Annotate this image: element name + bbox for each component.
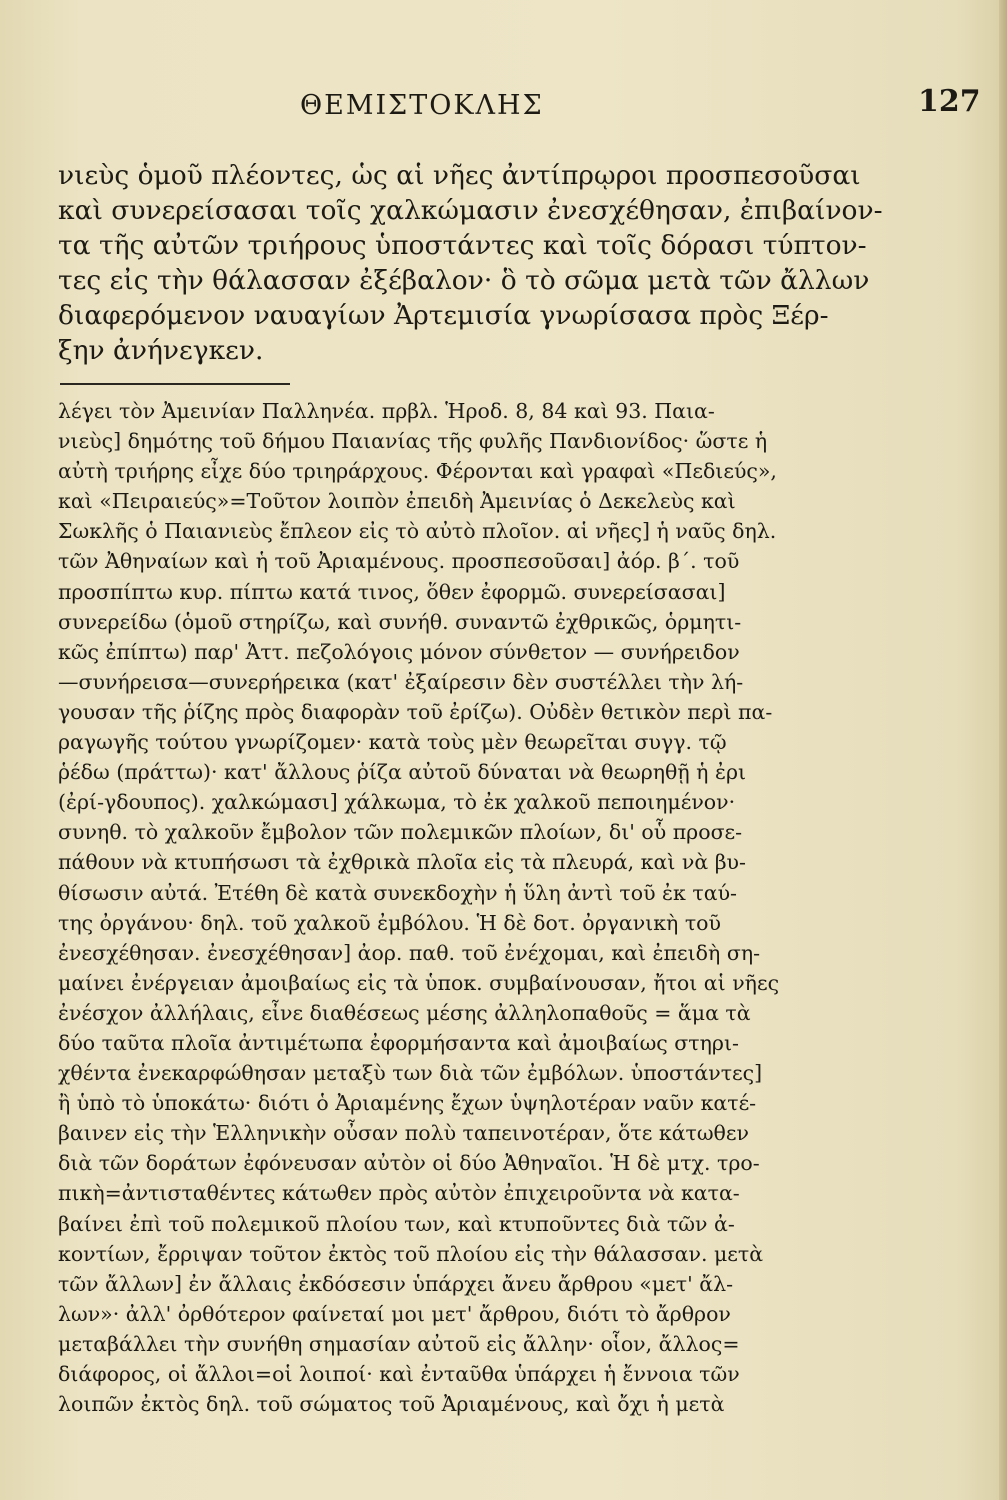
note-line: λέγει τὸν Ἀμεινίαν Παλληνέα. πρβλ. Ἡροδ. 8, 84 καὶ 93. Παια- <box>58 399 715 423</box>
note-line: συνηθ. τὸ χαλκοῦν ἔμβολον τῶν πολεμικῶν πλοίων, δι' οὗ προσε- <box>58 820 743 845</box>
commentary-notes <box>58 396 958 1449</box>
note-line: λων»· ἀλλ' ὀρθότερον φαίνεταί μοι μετ' ἄρθρου, διότι τὸ ἄρθρον <box>58 1301 731 1326</box>
note-line: —συνήρεισα—συνερήρεικα (κατ' ἐξαίρεσιν δὲν συστέλλει τὴν λή- <box>58 669 744 694</box>
main-text <box>58 158 958 368</box>
note-line: διάφορος, οἱ ἄλλοι=οἱ λοιποί· καὶ ἐνταῦθα ὑπάρχει ἡ ἔννοια τῶν <box>58 1362 740 1386</box>
note-line: ῥέδω (πράττω)· κατ' ἄλλους ῥίζα αὐτοῦ δύναται νὰ θεωρηθῇ ἡ ἐρι <box>58 760 747 785</box>
note-line: πάθουν νὰ κτυπήσωσι τὰ ἐχθρικὰ πλοῖα εἰς τὰ πλευρά, καὶ νὰ βυ- <box>58 850 746 875</box>
note-line: ἐνέσχον ἀλλήλαις, εἶνε διαθέσεως μέσης ἀλληλοπαθοῦς = ἅμα τὰ <box>58 1000 751 1025</box>
note-line: δύο ταῦτα πλοῖα ἀντιμέτωπα ἐφορμήσαντα καὶ ἀμοιβαίως στηρι- <box>58 1030 739 1055</box>
note-line: αὐτὴ τριήρης εἶχε δύο τριηράρχους. Φέρονται καὶ γραφαὶ «Πεδιεύς», <box>58 459 777 484</box>
note-line: ραγωγῆς τούτου γνωρίζομεν· κατὰ τοὺς μὲν θεωρεῖται συγγ. τῷ <box>58 730 727 755</box>
note-line: συνερείδω (ὁμοῦ στηρίζω, καὶ συνήθ. συναντῶ ἐχθρικῶς, ὁρμητι- <box>58 609 742 634</box>
note-line: κοντίων, ἔρριψαν τοῦτον ἐκτὸς τοῦ πλοίου εἰς τὴν θάλασσαν. μετὰ <box>58 1241 764 1266</box>
note-line: χθέντα ἐνεκαρφώθησαν μεταξὺ των διὰ τῶν ἐμβόλων. ὑποστάντες] <box>58 1061 763 1086</box>
note-line: γουσαν τῆς ῥίζης πρὸς διαφορὰν τοῦ ἐρίζω). Οὐδὲν θετικὸν περὶ πα- <box>58 699 773 724</box>
note-line: λοιπῶν ἐκτὸς δηλ. τοῦ σώματος τοῦ Ἀριαμένους, καὶ ὄχι ἡ μετὰ <box>58 1392 725 1417</box>
note-line: διὰ τῶν δοράτων ἐφόνευσαν αὐτὸν οἱ δύο Ἀθηναῖοι. Ἡ δὲ μτχ. τρο- <box>58 1151 760 1176</box>
main-text-line: διαφερόμενον ναυαγίων Ἀρτεμισία γνωρίσασα πρὸς Ξέρ- <box>58 300 829 331</box>
note-line: της ὀργάνου· δηλ. τοῦ χαλκοῦ ἐμβόλου. Ἡ δὲ δοτ. ὀργανικὴ τοῦ <box>58 910 721 935</box>
main-text-line: νιεὺς ὁμοῦ πλέοντες, ὡς αἱ νῆες ἀντίπρῳροι προσπεσοῦσαι <box>58 160 861 191</box>
note-line: θίσωσιν αὐτά. Ἐτέθη δὲ κατὰ συνεκδοχὴν ἡ ὕλη ἀντὶ τοῦ ἐκ ταύ- <box>58 880 737 905</box>
running-title: ΘΕΜΙΣΤΟΚΛΗΣ <box>300 90 544 121</box>
note-line: βαίνει ἐπὶ τοῦ πολεμικοῦ πλοίου των, καὶ κτυποῦντες διὰ τῶν ἀ- <box>58 1211 735 1236</box>
note-line: μεταβάλλει τὴν συνήθη σημασίαν αὐτοῦ εἰς ἄλλην· οἷον, ἄλλος= <box>58 1331 740 1356</box>
main-text-line: τες εἰς τὴν θάλασσαν ἐξέβαλον· ὃ τὸ σῶμα μετὰ τῶν ἄλλων <box>58 265 870 296</box>
main-text-line: καὶ συνερείσασαι τοῖς χαλκώμασιν ἐνεσχέθησαν, ἐπιβαίνον- <box>58 195 883 226</box>
main-text-line: τα τῆς αὐτῶν τριήρους ὑποστάντες καὶ τοῖς δόρασι τύπτον- <box>58 230 867 261</box>
note-line: τῶν ἄλλων] ἐν ἄλλαις ἐκδόσεσιν ὑπάρχει ἄνευ ἄρθρου «μετ' ἄλ- <box>58 1271 734 1296</box>
note-line: μαίνει ἐνέργειαν ἀμοιβαίως εἰς τὰ ὑποκ. συμβαίνουσαν, ἤτοι αἱ νῆες <box>58 970 780 995</box>
note-line: (ἐρί-γδουπος). χαλκώμασι] χάλκωμα, τὸ ἐκ χαλκοῦ πεποιημένον· <box>58 790 736 815</box>
page-number: 127 <box>918 84 981 119</box>
page-edge <box>999 0 1007 1500</box>
note-line: καὶ «Πειραιεύς»=Τοῦτον λοιπὸν ἐπειδὴ Ἀμεινίας ὁ Δεκελεὺς καὶ <box>58 489 736 514</box>
note-line: νιεὺς] δημότης τοῦ δήμου Παιανίας τῆς φυλῆς Πανδιονίδος· ὥστε ἡ <box>58 429 768 454</box>
note-line: ἐνεσχέθησαν. ἐνεσχέθησαν] ἀορ. παθ. τοῦ ἐνέχομαι, καὶ ἐπειδὴ ση- <box>58 940 761 965</box>
note-line: τῶν Ἀθηναίων καὶ ἡ τοῦ Ἀριαμένους. προσπεσοῦσαι] ἀόρ. β΄. τοῦ <box>58 549 740 574</box>
note-line: προσπίπτω κυρ. πίπτω κατά τινος, ὅθεν ἐφορμῶ. συνερείσασαι] <box>58 579 726 604</box>
main-text-line: ξην ἀνήνεγκεν. <box>58 335 264 366</box>
note-line: πικὴ=ἀντισταθέντες κάτωθεν πρὸς αὐτὸν ἐπιχειροῦντα νὰ κατα- <box>58 1181 740 1206</box>
note-line <box>58 1419 958 1449</box>
note-line: ἢ ὑπὸ τὸ ὑποκάτω· διότι ὁ Ἀριαμένης ἔχων ὑψηλοτέραν ναῦν κατέ- <box>58 1091 757 1116</box>
note-line: κῶς ἐπίπτω) παρ' Ἀττ. πεζολόγοις μόνον σύνθετον — συνήρειδον <box>58 639 740 664</box>
note-line: Σωκλῆς ὁ Παιανιεὺς ἔπλεον εἰς τὸ αὐτὸ πλοῖον. αἱ νῆες] ἡ ναῦς δηλ. <box>58 519 777 544</box>
note-line: βαινεν εἰς τὴν Ἑλληνικὴν οὖσαν πολὺ ταπεινοτέραν, ὅτε κάτωθεν <box>58 1121 749 1146</box>
footnote-rule <box>60 383 290 385</box>
running-head <box>0 84 1007 130</box>
